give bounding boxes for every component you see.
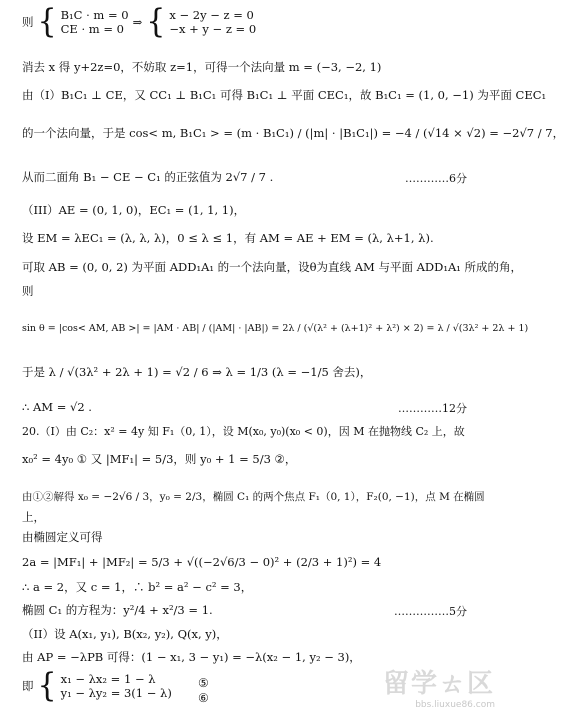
- score-label: …………6分: [405, 172, 467, 185]
- system-row: x − 2y − z = 0: [169, 8, 254, 22]
- solution-line: sin θ = |cos< AM, AB >| = |AM · AB| / (|AM| · |AB|) = 2λ / (√(λ² + (λ+1)² + λ²) × 2) = λ / √(3λ² + 2λ + 1): [22, 323, 529, 334]
- watermark-logo: 留学ㄊ区: [382, 669, 495, 699]
- solution-line: 的一个法向量，于是 cos< m, B₁C₁ > = (m · B₁C₁) / (|m| · |B₁C₁|) = −4 / (√14 × √2) = −2√7 / 7，: [22, 126, 564, 140]
- line-text: 即: [22, 679, 34, 693]
- equation-system-2: [22, 666, 172, 705]
- solution-line: 上，: [22, 510, 45, 524]
- system-row: −x + y − z = 0: [169, 22, 257, 36]
- solution-line: 2a = |MF₁| + |MF₂| = 5/3 + √((−2√6/3 − 0)² + (2/3 + 1)²) = 4: [22, 555, 382, 569]
- line-text: 则: [22, 15, 34, 29]
- system-row: B₁C · m = 0: [60, 8, 129, 22]
- circled-number-5: ⑤: [198, 676, 209, 690]
- solution-line: 从而二面角 B₁ − CE − C₁ 的正弦值为 2√7 / 7 .: [22, 170, 274, 184]
- solution-line: 可取 AB = (0, 0, 2) 为平面 ADD₁A₁ 的一个法向量，设θ为直线 AM 与平面 ADD₁A₁ 所成的角，: [22, 260, 523, 274]
- solution-line: 由椭圆定义可得: [22, 530, 103, 544]
- solution-line: 消去 x 得 y+2z=0，不妨取 z=1，可得一个法向量 m = (−3, −2, 1): [22, 60, 382, 74]
- system-row: x₁ − λx₂ = 1 − λ: [60, 672, 156, 686]
- solution-line: x₀² = 4y₀ ① 又 |MF₁| = 5/3，则 y₀ + 1 = 5/3 ②，: [22, 452, 297, 466]
- solution-line: 则: [22, 284, 34, 298]
- implies-icon: ⇒: [132, 15, 143, 29]
- solution-line: 由 AP = −λPB 可得：(1 − x₁, 3 − y₁) = −λ(x₂ − 1, y₂ − 3)，: [22, 650, 361, 664]
- solution-line: （II）设 A(x₁, y₁), B(x₂, y₂), Q(x, y)，: [22, 627, 228, 641]
- score-label: …………12分: [398, 402, 467, 415]
- score-label: ……………5分: [394, 605, 467, 618]
- solution-line: 设 EM = λEC₁ = (λ, λ, λ)，0 ≤ λ ≤ 1，有 AM = AE + EM = (λ, λ+1, λ).: [22, 231, 434, 245]
- solution-line: 于是 λ / √(3λ² + 2λ + 1) = √2 / 6 ⇒ λ = 1/3 (λ = −1/5 舍去)，: [22, 365, 372, 379]
- system-rows: [61, 672, 172, 700]
- solution-line: 椭圆 C₁ 的方程为：y²/4 + x²/3 = 1.: [22, 603, 213, 617]
- solution-line: 由（I）B₁C₁ ⊥ CE，又 CC₁ ⊥ B₁C₁ 可得 B₁C₁ ⊥ 平面 CEC₁，故 B₁C₁ = (1, 0, −1) 为平面 CEC₁: [22, 88, 547, 102]
- solution-line: ∴ AM = √2 .: [22, 400, 92, 414]
- left-brace-icon: {: [37, 2, 57, 41]
- solution-line: 由①②解得 x₀ = −2√6 / 3，y₀ = 2/3，椭圆 C₁ 的两个焦点 F₁（0, 1），F₂(0, −1)，点 M 在椭圆: [22, 491, 485, 503]
- watermark-url: bbs.liuxue86.com: [415, 700, 495, 710]
- equation-system-1: [22, 2, 257, 41]
- left-brace-icon: {: [37, 666, 57, 705]
- circled-number-6: ⑥: [198, 691, 209, 705]
- system-rows: [61, 8, 129, 36]
- solution-line: 20.（I）由 C₂：x² = 4y 知 F₁（0, 1），设 M(x₀, y₀)(x₀ < 0)，因 M 在抛物线 C₂ 上，故: [22, 425, 465, 438]
- left-brace-icon: {: [146, 2, 166, 41]
- solution-line: （III）AE = (0, 1, 0)，EC₁ = (1, 1, 1)，: [22, 203, 246, 217]
- system-rows: [169, 8, 256, 36]
- watermark: [383, 663, 495, 710]
- system-row: CE · m = 0: [60, 22, 124, 36]
- solution-line: ∴ a = 2，又 c = 1，∴ b² = a² − c² = 3，: [22, 580, 253, 594]
- system-row: y₁ − λy₂ = 3(1 − λ): [60, 686, 172, 700]
